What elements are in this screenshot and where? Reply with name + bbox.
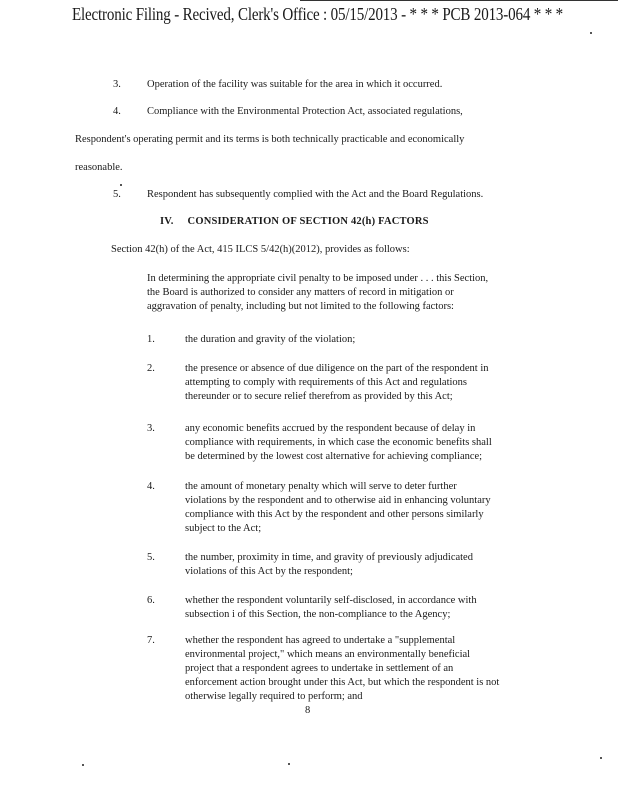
factor-line: the amount of monetary penalty which will serve to deter further [185, 481, 457, 492]
factor-7-text [185, 634, 499, 704]
finding-4-continuation-1: Respondent's operating permit and its terms is both technically practicable and economically [75, 134, 465, 145]
scan-speck [82, 764, 84, 766]
header-rule [300, 0, 618, 1]
factor-line: compliance with requirements, in which case the economic benefits shall [185, 437, 492, 448]
factor-5-text [185, 551, 473, 579]
factor-line: whether the respondent has agreed to undertake a "supplemental [185, 635, 456, 646]
section-heading [160, 216, 429, 227]
quote-line: In determining the appropriate civil penalty to be imposed under . . . this Section, [147, 273, 489, 284]
factor-line: compliance with this Act by the respondent and other persons similarly [185, 509, 484, 520]
factor-3-number: 3. [147, 423, 155, 434]
factor-4-text [185, 480, 491, 536]
statute-quote [147, 272, 567, 314]
factor-line: violations of this Act by the respondent; [185, 566, 353, 577]
filing-header: Electronic Filing - Recived, Clerk's Office : 05/15/2013 - * * * PCB 2013-064 * * * [72, 4, 564, 24]
factor-4-number: 4. [147, 481, 155, 492]
factor-line: attempting to comply with requirements of this Act and regulations [185, 377, 467, 388]
factor-6-text [185, 594, 477, 622]
finding-4-text: Compliance with the Environmental Protection Act, associated regulations, [147, 106, 463, 117]
factor-line: the number, proximity in time, and gravity of previously adjudicated [185, 552, 473, 563]
factor-5-number: 5. [147, 552, 155, 563]
factor-line: violations by the respondent and to otherwise aid in enhancing voluntary [185, 495, 491, 506]
factor-7-number: 7. [147, 635, 155, 646]
scan-speck [288, 763, 290, 765]
finding-3-text: Operation of the facility was suitable for the area in which it occurred. [147, 79, 443, 90]
finding-5-text: Respondent has subsequently complied with the Act and the Board Regulations. [147, 189, 484, 200]
factor-line: otherwise legally required to perform; and [185, 691, 363, 702]
page-number: 8 [305, 705, 311, 716]
factor-line: the duration and gravity of the violation; [185, 334, 356, 345]
factor-line: any economic benefits accrued by the respondent because of delay in [185, 423, 476, 434]
factor-1-text [185, 333, 355, 347]
finding-3-number: 3. [113, 79, 121, 90]
scan-speck [120, 184, 122, 186]
quote-line: aggravation of penalty, including but not limited to the following factors: [147, 301, 454, 312]
factor-1-number: 1. [147, 334, 155, 345]
finding-4-continuation-2: reasonable. [75, 162, 123, 173]
factor-2-text [185, 362, 489, 404]
section-title: CONSIDERATION OF SECTION 42(h) FACTORS [187, 216, 429, 227]
factor-line: be determined by the lowest cost alternative for achieving compliance; [185, 451, 483, 462]
scan-speck [590, 32, 592, 34]
factor-line: thereunder or to secure relief therefrom as provided by this Act; [185, 391, 453, 402]
factor-6-number: 6. [147, 595, 155, 606]
section-number: IV. [160, 216, 174, 227]
factor-line: whether the respondent voluntarily self-disclosed, in accordance with [185, 595, 477, 606]
factor-line: the presence or absence of due diligence on the part of the respondent in [185, 363, 489, 374]
factor-line: environmental project," which means an environmentally beneficial [185, 649, 471, 660]
factor-2-number: 2. [147, 363, 155, 374]
finding-5-number: 5. [113, 189, 121, 200]
finding-4-number: 4. [113, 106, 121, 117]
factor-line: enforcement action brought under this Act, but which the respondent is not [185, 677, 500, 688]
factor-line: subsection i of this Section, the non-compliance to the Agency; [185, 609, 451, 620]
quote-line: the Board is authorized to consider any matters of record in mitigation or [147, 287, 454, 298]
factor-line: subject to the Act; [185, 523, 262, 534]
intro-paragraph: Section 42(h) of the Act, 415 ILCS 5/42(h)(2012), provides as follows: [111, 244, 410, 255]
factor-3-text [185, 422, 492, 464]
scan-speck [600, 757, 602, 759]
factor-line: project that a respondent agrees to undertake in settlement of an [185, 663, 454, 674]
